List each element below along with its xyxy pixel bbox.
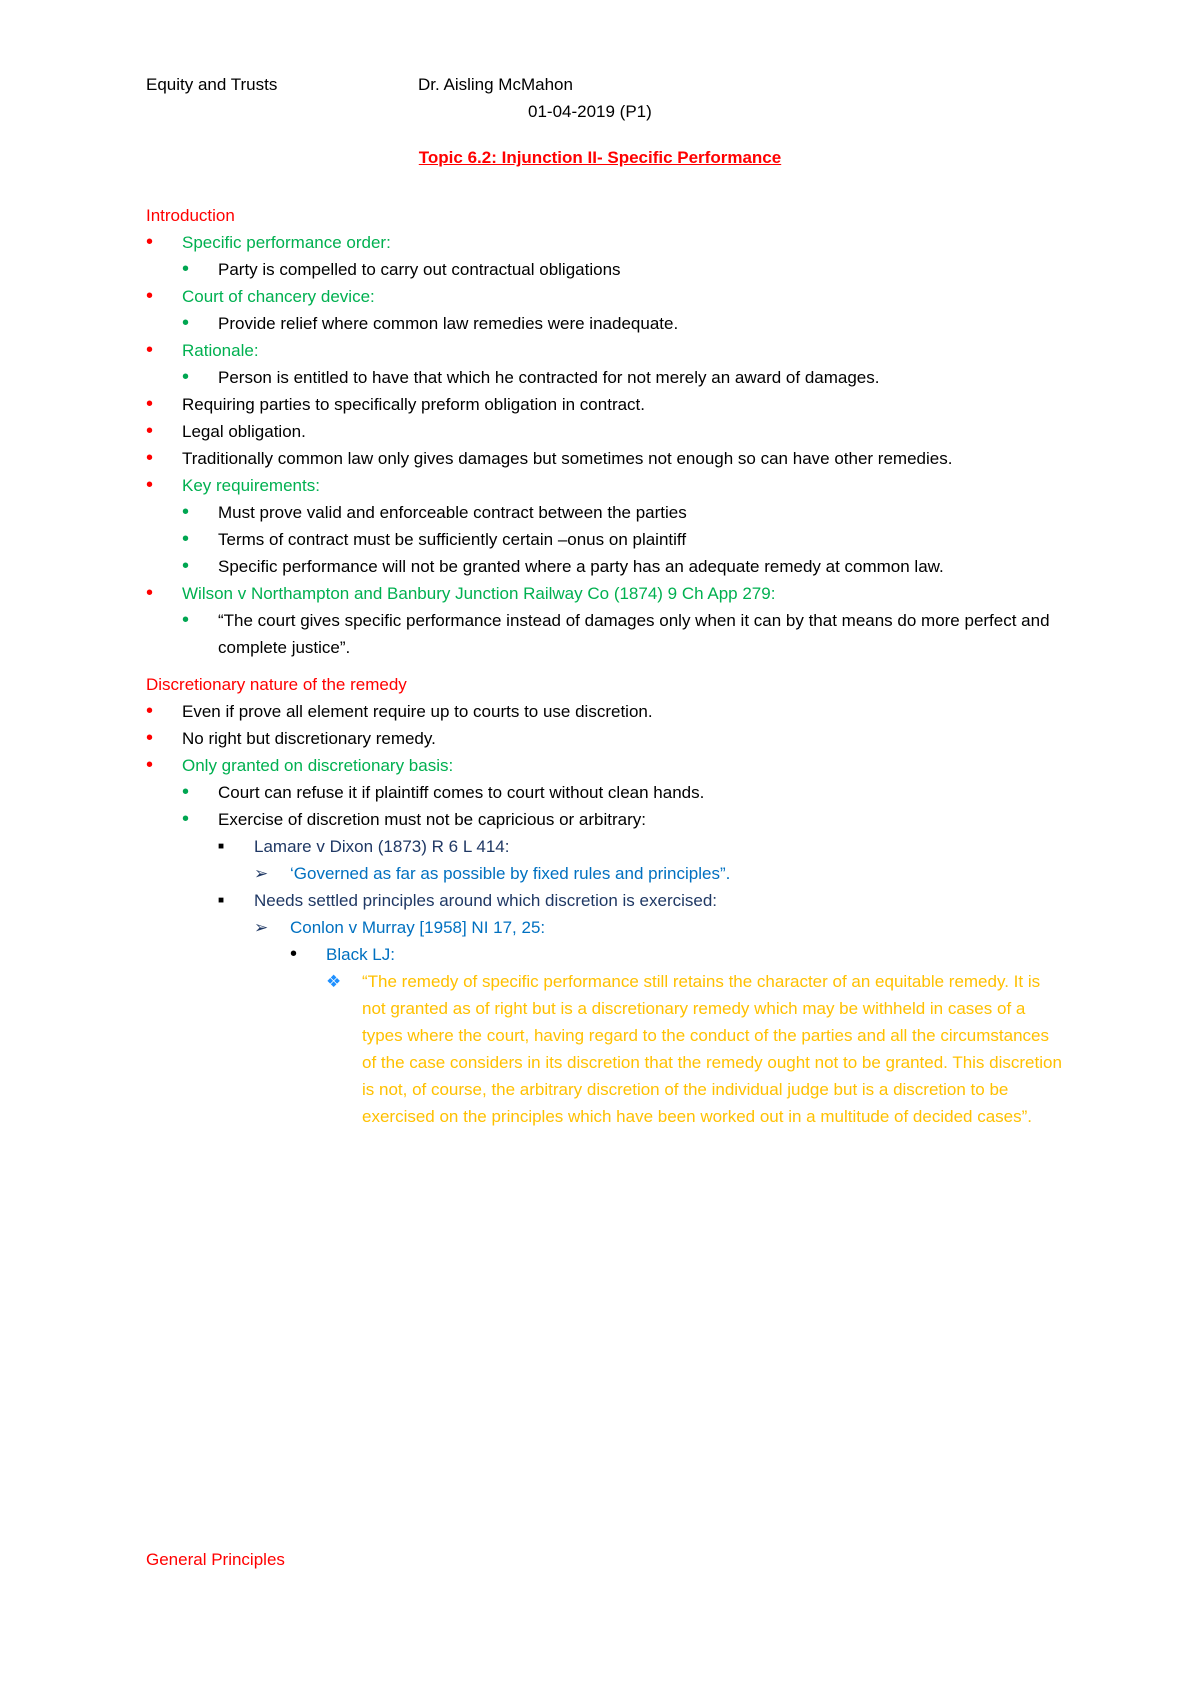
red-bullet-icon: •: [146, 447, 154, 469]
section-heading-discretionary: Discretionary nature of the remedy: [146, 675, 407, 694]
red-bullet-icon: •: [146, 339, 154, 361]
green-bullet-icon: •: [182, 501, 190, 523]
course-name: Equity and Trusts: [146, 75, 278, 94]
diamond-bullet-icon: ❖: [326, 972, 342, 991]
green-bullet-icon: •: [182, 312, 190, 334]
red-bullet-icon: •: [146, 700, 154, 722]
list-item: • Court can refuse it if plaintiff comes to court without clean hands.: [182, 779, 1066, 806]
square-bullet-icon: ■: [218, 895, 225, 906]
red-bullet-icon: •: [146, 285, 154, 307]
section-heading-general-principles: General Principles: [146, 1550, 285, 1569]
list-item: • No right but discretionary remedy.: [146, 725, 1066, 752]
list-item: • Legal obligation.: [146, 418, 1066, 445]
green-bullet-icon: •: [182, 808, 190, 830]
lecturer-name: Dr. Aisling McMahon: [418, 75, 573, 94]
list-item: • Must prove valid and enforceable contract between the parties: [182, 499, 1066, 526]
list-item: • Key requirements:: [146, 472, 1066, 499]
red-bullet-icon: •: [146, 582, 154, 604]
list-item: • Rationale:: [146, 337, 1066, 364]
red-bullet-icon: •: [146, 754, 154, 776]
red-bullet-icon: •: [146, 420, 154, 442]
black-bullet-icon: •: [290, 943, 298, 965]
list-item: • Party is compelled to carry out contractual obligations: [182, 256, 1066, 283]
list-item: ❖ “The remedy of specific performance still retains the character of an equitable remedy. It is not granted as of right but is a discretionary remedy which may be withheld in cases of a types where the court, having regard to the conduct of the parties and all the circumstances of the case considers in its discretion that the remedy ought not to be granted. This discretion is not, of course, the arbitrary discretion of the individual judge but is a discretion to be exercised on the principles which have been worked out in a multitude of decided cases”.: [326, 968, 1066, 1130]
list-item: • Exercise of discretion must not be capricious or arbitrary:: [182, 806, 1066, 833]
page-title: Topic 6.2: Injunction II- Specific Performance: [418, 148, 782, 167]
list-item: • Requiring parties to specifically preform obligation in contract.: [146, 391, 1066, 418]
list-item: • Black LJ:: [290, 941, 1066, 968]
list-item: • Provide relief where common law remedies were inadequate.: [182, 310, 1066, 337]
list-item: • Person is entitled to have that which he contracted for not merely an award of damages.: [182, 364, 1066, 391]
arrow-bullet-icon: ➢: [254, 918, 269, 937]
list-item: • “The court gives specific performance instead of damages only when it can by that means do more perfect and complete justice”.: [182, 609, 1050, 657]
green-bullet-icon: •: [182, 366, 190, 388]
section-heading-introduction: Introduction: [146, 206, 235, 225]
red-bullet-icon: •: [146, 231, 154, 253]
list-item: • Specific performance will not be granted where a party has an adequate remedy at common law.: [182, 553, 1066, 580]
green-bullet-icon: •: [182, 528, 190, 550]
list-item: ■ Lamare v Dixon (1873) R 6 L 414:: [218, 833, 1066, 860]
list-item: • Court of chancery device:: [146, 283, 1066, 310]
notes-body: [146, 202, 1066, 1130]
green-bullet-icon: •: [182, 258, 190, 280]
green-bullet-icon: •: [182, 609, 190, 631]
lecture-date: 01-04-2019 (P1): [528, 102, 652, 121]
list-item: • Specific performance order:: [146, 229, 1066, 256]
list-item: ➢ ‘Governed as far as possible by fixed rules and principles”.: [254, 860, 1066, 887]
list-item: • Terms of contract must be sufficiently certain –onus on plaintiff: [182, 526, 1066, 553]
list-item: • Wilson v Northampton and Banbury Junction Railway Co (1874) 9 Ch App 279:: [146, 580, 1066, 607]
square-bullet-icon: ■: [218, 841, 225, 852]
list-item: • Only granted on discretionary basis:: [146, 752, 1066, 779]
red-bullet-icon: •: [146, 393, 154, 415]
red-bullet-icon: •: [146, 474, 154, 496]
introduction-list: [146, 229, 1066, 661]
green-bullet-icon: •: [182, 555, 190, 577]
green-bullet-icon: •: [182, 781, 190, 803]
discretionary-list: [146, 698, 1066, 1130]
red-bullet-icon: •: [146, 727, 154, 749]
list-item: ■ Needs settled principles around which discretion is exercised:: [218, 887, 1066, 914]
list-item: ➢ Conlon v Murray [1958] NI 17, 25:: [254, 914, 1066, 941]
list-item: • Even if prove all element require up to courts to use discretion.: [146, 698, 1066, 725]
list-item: • Traditionally common law only gives damages but sometimes not enough so can have other remedies.: [146, 445, 1066, 472]
arrow-bullet-icon: ➢: [254, 864, 269, 883]
